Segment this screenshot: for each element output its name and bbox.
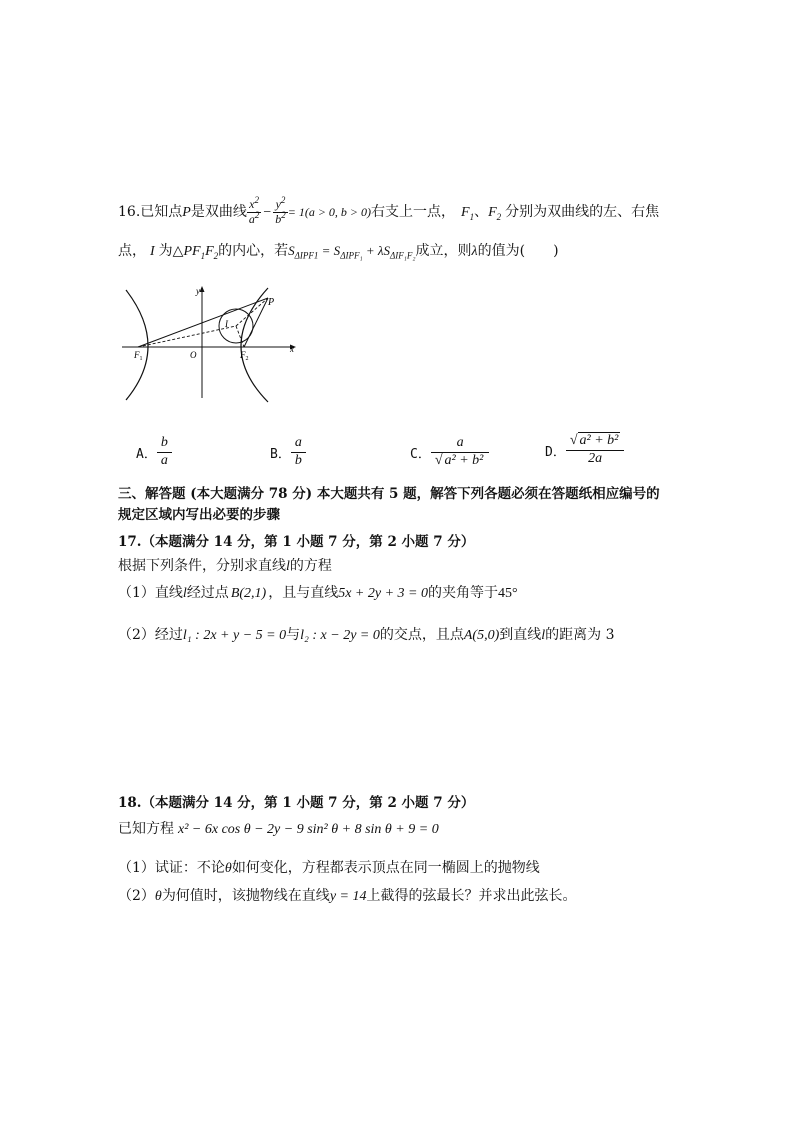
q16-text-c: 右支上一点，	[371, 204, 456, 220]
option-d[interactable]	[545, 428, 624, 472]
option-c-fraction: $\frac{a}{\text{√ a² + b²}}$	[431, 435, 490, 468]
line-eq-5x2y3: 5x + 2y + 3 = 0	[338, 586, 428, 601]
option-b[interactable]	[270, 432, 306, 472]
separator: 、	[474, 204, 489, 220]
point-a: A(5,0)	[463, 628, 500, 643]
focus-f2: $F_2$	[488, 205, 502, 222]
q16-text-b: 是双曲线	[190, 204, 247, 220]
option-b-label: B．	[270, 446, 291, 462]
q17-intro: 根据下列条件，分别求直线l的方程	[118, 558, 332, 574]
q16-text-g: 的内心，若	[218, 243, 289, 259]
option-d-fraction: $\frac{\text{√ a² + b²}}{2a}$	[566, 433, 625, 466]
label-f1: $F_1$	[134, 350, 143, 362]
q16-text-f: 为△	[158, 243, 184, 259]
option-a-fraction: $\frac{b}{a}$	[157, 435, 172, 468]
lambda: λ	[471, 244, 478, 259]
option-a-label: A．	[136, 446, 157, 462]
q16-text-e: 点，	[118, 243, 146, 259]
point-b: B(2,1)	[230, 586, 267, 601]
label-i: I	[225, 319, 228, 329]
option-d-label: D．	[545, 444, 566, 460]
frac-x2-a2: $\frac{x^2}{a^2}$	[248, 195, 260, 226]
q16-text-h: 成立，则	[415, 243, 472, 259]
hyperbola-condition: = 1(a > 0, b > 0)	[287, 205, 372, 219]
minus-sign: −	[263, 205, 272, 220]
q18-intro: 已知方程 x² − 6x cos θ − 2y − 9 sin² θ + 8 sin θ + 9 = 0	[118, 821, 439, 837]
q16-line1	[118, 197, 659, 227]
q18-header: 18.（本题满分 14 分，第 1 小题 7 分，第 2 小题 7 分）	[118, 795, 475, 811]
option-c-label: C．	[410, 446, 431, 462]
label-f2: $F_2$	[240, 350, 249, 362]
point-p: P	[182, 205, 191, 220]
q18-part1: （1）试证：不论θ如何变化，方程都表示顶点在同一椭圆上的抛物线	[118, 860, 540, 876]
label-y: y	[196, 286, 200, 296]
hyperbola-figure	[118, 282, 308, 404]
line-y14: y = 14	[329, 889, 367, 904]
line-l2: l₂ : x − 2y = 0	[300, 628, 380, 643]
q16-text-d: 分别为双曲线的左、右焦	[505, 204, 660, 220]
label-o: O	[190, 350, 197, 360]
y-axis-arrow	[200, 286, 205, 292]
option-b-fraction: $\frac{a}{b}$	[291, 435, 306, 468]
frac-y2-b2: $\frac{y^2}{b^2}$	[275, 195, 286, 226]
option-c[interactable]	[410, 430, 489, 474]
triangle-pf1f2: $PF_1F_2$	[183, 244, 219, 261]
q17-header: 17.（本题满分 14 分，第 1 小题 7 分，第 2 小题 7 分）	[118, 534, 475, 550]
q16-text-a: 16.已知点	[118, 204, 183, 220]
q17-part1: （1）直线l经过点 B(2,1) ，且与直线5x + 2y + 3 = 0的夹角等于45°	[118, 585, 518, 601]
section3-line2: 规定区域内写出必要的步骤	[118, 507, 280, 523]
incenter-i: I	[150, 244, 155, 259]
focus-f1: $F_1$	[461, 205, 475, 222]
parabola-equation: x² − 6x cos θ − 2y − 9 sin² θ + 8 sin θ + 9 = 0	[178, 822, 439, 837]
q18-part2: （2）θ为何值时，该抛物线在直线y = 14上截得的弦最长？并求出此弦长。	[118, 888, 577, 904]
label-x: x	[290, 344, 294, 354]
segment-f1p	[138, 298, 268, 347]
q16-text-i: 的值为( )	[477, 243, 559, 259]
line-l1: l₁ : 2x + y − 5 = 0	[182, 628, 287, 643]
area-equation: $S_{\Delta IPF1} = S_{\Delta IPF_1} + \lambda S_{\Delta IF_1F_2}$	[288, 243, 416, 261]
q17-part2: （2）经过l₁ : 2x + y − 5 = 0与l₂ : x − 2y = 0的交点，且点A(5,0)到直线l的距离为 3	[118, 627, 615, 643]
option-a[interactable]	[136, 432, 172, 472]
dashed-i-f1	[138, 326, 236, 347]
angle-45: 45°	[497, 586, 518, 601]
section3-line1: 三、解答题 (本大题满分 78 分) 本大题共有 5 题，解答下列各题必须在答题纸相应编号的	[118, 486, 660, 502]
label-p: P	[268, 297, 275, 308]
q16-line2	[118, 238, 559, 264]
